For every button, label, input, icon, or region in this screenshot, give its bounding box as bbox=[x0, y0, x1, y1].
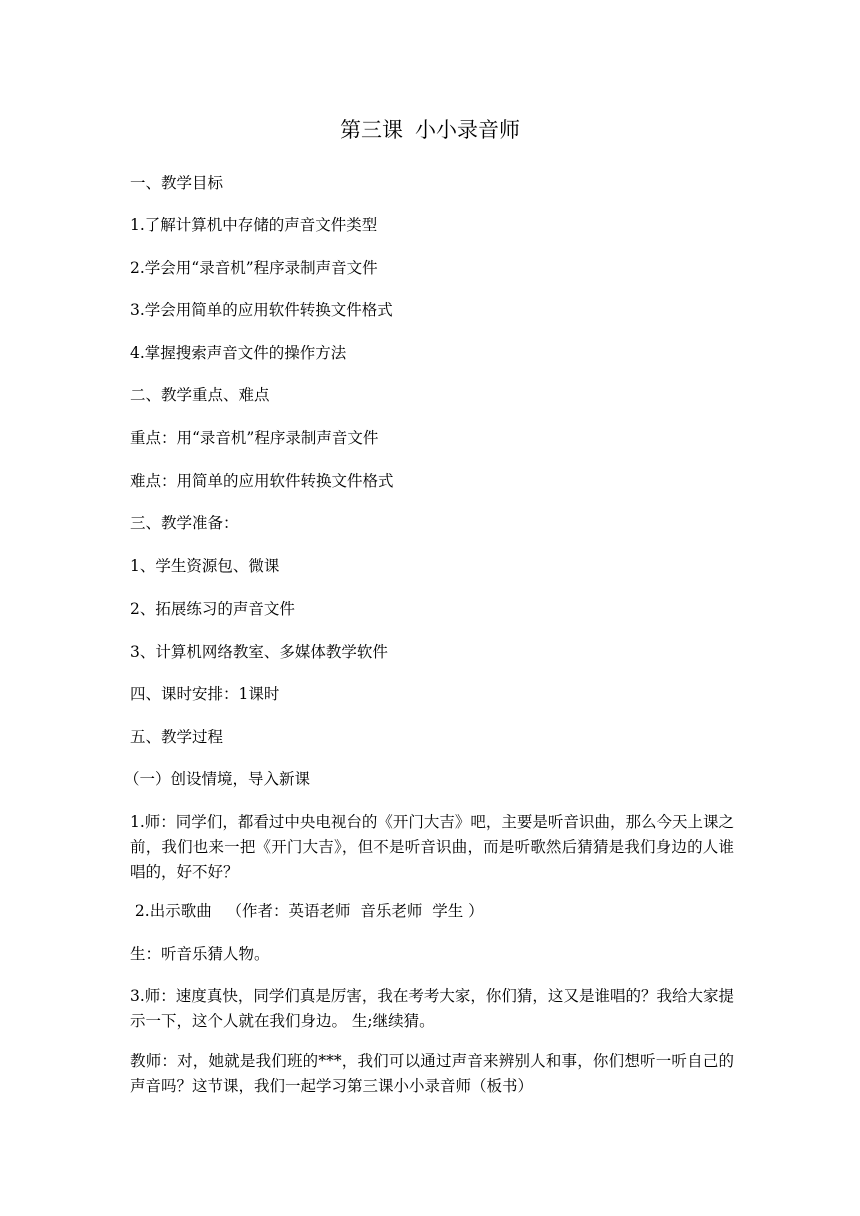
subheading-intro: （一）创设情境，导入新课 bbox=[124, 770, 311, 788]
objective-4: 4.掌握搜索声音文件的操作方法 bbox=[130, 344, 347, 362]
heading-objectives: 一、教学目标 bbox=[130, 174, 224, 192]
heading-preparation: 三、教学准备： bbox=[130, 514, 239, 532]
title-name: 小小录音师 bbox=[415, 118, 520, 142]
paragraph-2: 3.师：速度真快，同学们真是厉害，我在考考大家，你们猜，这又是谁唱的？我给大家提示一下，这个人就在我们身边。 生;继续猜。 bbox=[130, 987, 734, 1030]
paragraph-3: 教师：对，她就是我们班的***，我们可以通过声音来辨别人和事，你们想听一听自己的声音吗？这节课，我们一起学习第三课小小录音师（板书） bbox=[130, 1052, 734, 1095]
preparation-2: 2、拓展练习的声音文件 bbox=[130, 600, 295, 618]
title-lesson: 第三课 bbox=[340, 118, 403, 142]
song-line: 2.出示歌曲 （作者：英语老师 音乐老师 学生 ） bbox=[130, 902, 484, 920]
difficult-point: 难点：用简单的应用软件转换文件格式 bbox=[130, 472, 394, 490]
heading-key-points: 二、教学重点、难点 bbox=[130, 386, 270, 404]
heading-schedule: 四、课时安排：1课时 bbox=[130, 685, 280, 703]
preparation-1: 1、学生资源包、微课 bbox=[130, 557, 280, 575]
paragraph-1: 1.师：同学们，都看过中央电视台的《开门大吉》吧，主要是听音识曲，那么今天上课之前，我们也来一把《开门大吉》，但不是听音识曲，而是听歌然后猜猜是我们身边的人谁唱的，好不好？ bbox=[130, 813, 734, 881]
student-line: 生：听音乐猜人物。 bbox=[130, 945, 270, 963]
objective-2: 2.学会用“录音机”程序录制声音文件 bbox=[130, 259, 378, 277]
preparation-3: 3、计算机网络教室、多媒体教学软件 bbox=[130, 643, 388, 661]
page-title bbox=[0, 114, 860, 144]
heading-process: 五、教学过程 bbox=[130, 728, 224, 746]
objective-3: 3.学会用简单的应用软件转换文件格式 bbox=[130, 301, 393, 319]
objective-1: 1.了解计算机中存储的声音文件类型 bbox=[130, 216, 378, 234]
key-point: 重点：用“录音机”程序录制声音文件 bbox=[130, 429, 379, 447]
